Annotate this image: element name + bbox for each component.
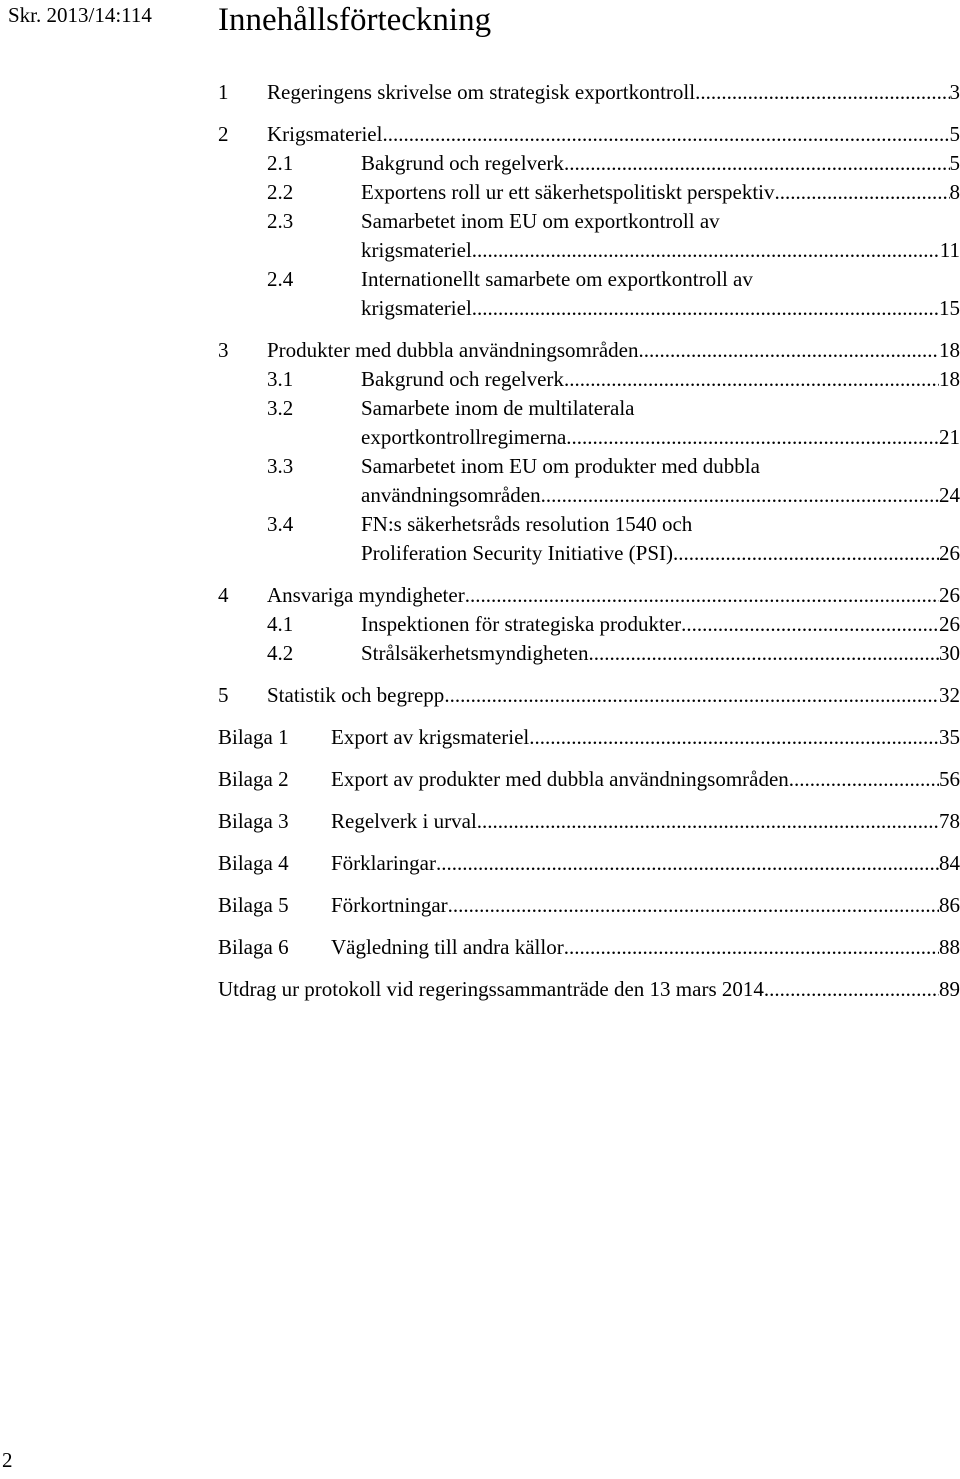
entry-page-number: 26 <box>939 541 960 565</box>
dot-leader <box>529 723 939 751</box>
entry-number: 3.4 <box>267 512 294 536</box>
entry-number: 1 <box>218 80 229 104</box>
toc-entry[interactable] <box>218 336 960 364</box>
toc-entry[interactable] <box>218 149 960 177</box>
entry-number: Bilaga 1 <box>218 725 289 749</box>
entry-title-continuation: krigsmateriel <box>361 296 472 320</box>
entry-page-number: 30 <box>939 641 960 665</box>
toc-entry-line <box>267 78 960 106</box>
toc-entry[interactable] <box>218 510 960 538</box>
toc-entry[interactable] <box>218 723 960 751</box>
entry-number: 3.2 <box>267 396 294 420</box>
toc-entry[interactable] <box>218 975 960 1003</box>
toc-entry-line <box>361 365 960 393</box>
entry-page-number: 5 <box>949 151 960 175</box>
entry-page-number: 5 <box>949 122 960 146</box>
entry-page-number: 88 <box>939 935 960 959</box>
toc-entry-line <box>267 581 960 609</box>
entry-number: 5 <box>218 683 229 707</box>
dot-leader <box>541 481 939 509</box>
toc-entry-line <box>267 120 960 148</box>
dot-leader <box>639 336 940 364</box>
entry-page-number: 56 <box>939 767 960 791</box>
entry-number: 4.2 <box>267 641 294 665</box>
toc-entry-line <box>361 178 960 206</box>
entry-number: Bilaga 3 <box>218 809 289 833</box>
toc-entry-line <box>218 975 960 1003</box>
dot-leader <box>673 539 939 567</box>
entry-number: 3.3 <box>267 454 294 478</box>
entry-number: 4 <box>218 583 229 607</box>
toc-entry-line <box>361 236 960 264</box>
entry-title: Regeringens skrivelse om strategisk exportkontroll <box>267 80 696 104</box>
toc-entry[interactable] <box>218 933 960 961</box>
toc-entry[interactable] <box>218 265 960 293</box>
dot-leader <box>444 681 939 709</box>
entry-title: Förklaringar <box>331 851 436 875</box>
toc-entry-line <box>361 610 960 638</box>
dot-leader <box>775 178 950 206</box>
entry-title: Bakgrund och regelverk <box>361 367 564 391</box>
entry-title: Statistik och begrepp <box>267 683 445 707</box>
toc-entry-line <box>267 681 960 709</box>
toc-entry-line <box>331 807 960 835</box>
document-reference: Skr. 2013/14:114 <box>8 3 152 27</box>
entry-title: Regelverk i urval <box>331 809 477 833</box>
entry-title: Export av produkter med dubbla användningsområden <box>331 767 789 791</box>
entry-title: Ansvariga myndigheter <box>267 583 465 607</box>
entry-number: 2.2 <box>267 180 294 204</box>
toc-entry[interactable] <box>218 581 960 609</box>
dot-leader <box>564 933 939 961</box>
entry-title: Krigsmateriel <box>267 122 383 146</box>
toc-entry-line <box>331 849 960 877</box>
toc-entry-line <box>361 149 960 177</box>
toc-entry[interactable] <box>218 681 960 709</box>
entry-page-number: 89 <box>939 977 960 1001</box>
dot-leader <box>436 849 939 877</box>
entry-page-number: 24 <box>939 483 960 507</box>
entry-title: Förkortningar <box>331 893 448 917</box>
entry-title: Strålsäkerhetsmyndigheten <box>361 641 589 665</box>
entry-title: Inspektionen för strategiska produkter <box>361 612 682 636</box>
entry-number: Bilaga 6 <box>218 935 289 959</box>
entry-title: Exportens roll ur ett säkerhetspolitiskt perspektiv <box>361 180 775 204</box>
toc-entry-line <box>361 481 960 509</box>
toc-entry-continuation[interactable] <box>218 481 960 509</box>
entry-title-continuation: användningsområden <box>361 483 541 507</box>
entry-title: Produkter med dubbla användningsområden <box>267 338 639 362</box>
entry-page-number: 26 <box>939 612 960 636</box>
entry-page-number: 15 <box>939 296 960 320</box>
dot-leader <box>564 365 939 393</box>
dot-leader <box>789 765 939 793</box>
entry-number: 3 <box>218 338 229 362</box>
dot-leader <box>465 581 939 609</box>
toc-entry[interactable] <box>218 207 960 235</box>
entry-page-number: 78 <box>939 809 960 833</box>
dot-leader <box>448 891 939 919</box>
entry-page-number: 3 <box>949 80 960 104</box>
dot-leader <box>477 807 939 835</box>
entry-page-number: 18 <box>939 338 960 362</box>
entry-page-number: 18 <box>939 367 960 391</box>
entry-number: 2.3 <box>267 209 294 233</box>
entry-title: Samarbetet inom EU om exportkontroll av <box>361 209 720 233</box>
entry-title-continuation: krigsmateriel <box>361 238 472 262</box>
toc-entry[interactable] <box>218 78 960 106</box>
entry-title-continuation: Proliferation Security Initiative (PSI) <box>361 541 674 565</box>
toc-entry[interactable] <box>218 365 960 393</box>
toc-entry[interactable] <box>218 178 960 206</box>
table-of-contents <box>218 74 960 1034</box>
dot-leader <box>472 236 940 264</box>
toc-entry-line <box>361 539 960 567</box>
entry-title: Samarbete inom de multilaterala <box>361 396 635 420</box>
toc-entry-line <box>361 294 960 322</box>
entry-page-number: 21 <box>939 425 960 449</box>
dot-leader <box>764 975 939 1003</box>
entry-title: Samarbetet inom EU om produkter med dubbla <box>361 454 760 478</box>
dot-leader <box>588 639 939 667</box>
entry-number: 3.1 <box>267 367 294 391</box>
dot-leader <box>564 149 950 177</box>
toc-entry-continuation[interactable] <box>218 294 960 322</box>
entry-page-number: 8 <box>949 180 960 204</box>
toc-entry-continuation[interactable] <box>218 236 960 264</box>
entry-title: Utdrag ur protokoll vid regeringssammanträde den 13 mars 2014 <box>218 977 764 1001</box>
entry-title: Vägledning till andra källor <box>331 935 564 959</box>
entry-title-continuation: exportkontrollregimerna <box>361 425 567 449</box>
toc-entry[interactable] <box>218 849 960 877</box>
toc-entry-line <box>331 891 960 919</box>
toc-entry[interactable] <box>218 639 960 667</box>
entry-number: Bilaga 5 <box>218 893 289 917</box>
toc-entry-line <box>331 765 960 793</box>
entry-page-number: 84 <box>939 851 960 875</box>
toc-entry-line <box>267 336 960 364</box>
toc-entry[interactable] <box>218 452 960 480</box>
page-number: 2 <box>2 1448 13 1472</box>
toc-entry-continuation[interactable] <box>218 539 960 567</box>
entry-number: 2.1 <box>267 151 294 175</box>
entry-number: 4.1 <box>267 612 294 636</box>
entry-title: Export av krigsmateriel <box>331 725 530 749</box>
dot-leader <box>472 294 939 322</box>
page-title: Innehållsförteckning <box>218 2 492 38</box>
toc-entry[interactable] <box>218 394 960 422</box>
toc-entry-line <box>361 639 960 667</box>
entry-number: Bilaga 2 <box>218 767 289 791</box>
dot-leader <box>382 120 949 148</box>
toc-entry[interactable] <box>218 891 960 919</box>
toc-entry-line <box>331 933 960 961</box>
toc-entry[interactable] <box>218 807 960 835</box>
toc-entry-continuation[interactable] <box>218 423 960 451</box>
entry-page-number: 35 <box>939 725 960 749</box>
entry-title: FN:s säkerhetsråds resolution 1540 och <box>361 512 693 536</box>
entry-number: 2.4 <box>267 267 294 291</box>
dot-leader <box>566 423 939 451</box>
entry-number: 2 <box>218 122 229 146</box>
entry-page-number: 11 <box>939 238 960 262</box>
entry-title: Bakgrund och regelverk <box>361 151 564 175</box>
toc-entry[interactable] <box>218 765 960 793</box>
toc-entry-line <box>331 723 960 751</box>
toc-entry[interactable] <box>218 120 960 148</box>
entry-title: Internationellt samarbete om exportkontroll av <box>361 267 753 291</box>
entry-page-number: 32 <box>939 683 960 707</box>
toc-entry[interactable] <box>218 610 960 638</box>
entry-page-number: 26 <box>939 583 960 607</box>
entry-number: Bilaga 4 <box>218 851 289 875</box>
entry-page-number: 86 <box>939 893 960 917</box>
toc-entry-line <box>361 423 960 451</box>
dot-leader <box>681 610 939 638</box>
dot-leader <box>695 78 949 106</box>
